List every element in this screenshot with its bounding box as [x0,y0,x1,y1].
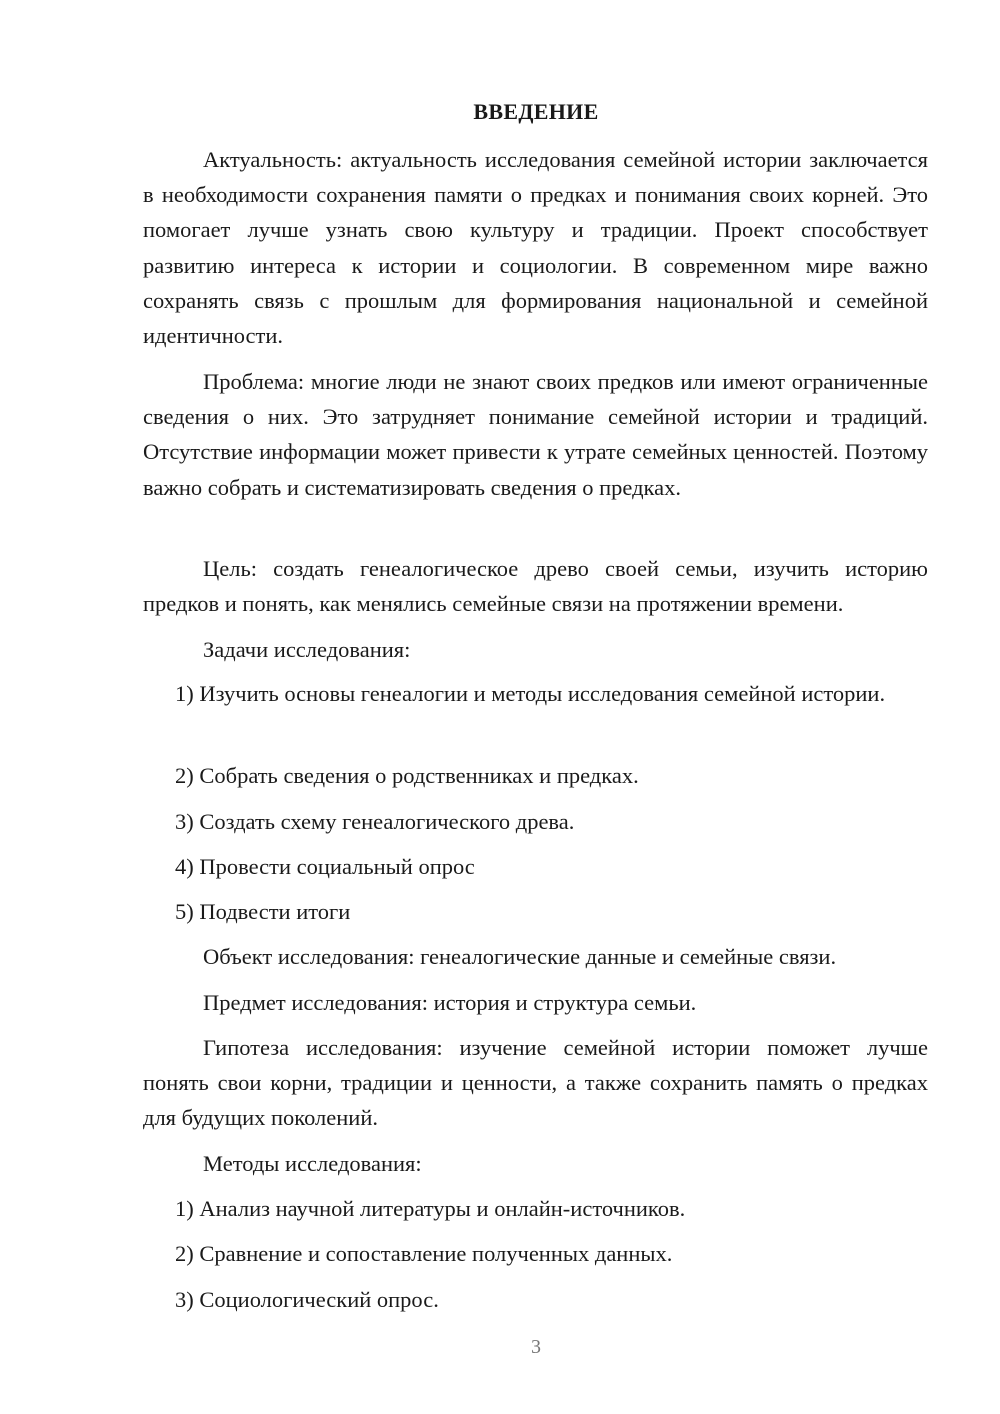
page-number: 3 [531,1336,541,1358]
hypothesis-paragraph: Гипотеза исследования: изучение семейной истории поможет лучше понять свои корни, традиции и ценности, а также сохранить память о предках для будущих поколений. [143,1035,928,1131]
tasks-heading: Задачи исследования: [203,637,411,662]
task-item-5: 5) Подвести итоги [175,899,351,924]
relevance-paragraph: Актуальность: актуальность исследования семейной истории заключается в необходимости сохранения памяти о предках и понимания своих корней. Это помогает лучше узнать свою культуру и традиции. Проект способствует развитию интереса к истории и социологии. В современном мире важно сохранять связь с прошлым для формирования национальной и семейной идентичности. [143,147,928,349]
task-item-2: 2) Собрать сведения о родственниках и предках. [175,763,639,788]
method-item-3: 3) Социологический опрос. [175,1287,439,1312]
problem-paragraph: Проблема: многие люди не знают своих предков или имеют ограниченные сведения о них. Это затрудняет понимание семейной истории и традиций. Отсутствие информации может привести к утрате семейных ценностей. Поэтому важно собрать и систематизировать сведения о предках. [143,369,928,500]
object-line: Объект исследования: генеалогические данные и семейные связи. [203,944,837,969]
task-item-3: 3) Создать схему генеалогического древа. [175,809,575,834]
page-title: ВВЕДЕНИЕ [473,99,599,124]
task-item-1: 1) Изучить основы генеалогии и методы исследования семейной истории. [175,681,886,706]
method-item-1: 1) Анализ научной литературы и онлайн-источников. [175,1196,686,1221]
methods-heading: Методы исследования: [203,1151,422,1176]
method-item-2: 2) Сравнение и сопоставление полученных данных. [175,1241,673,1266]
task-item-4: 4) Провести социальный опрос [175,854,475,879]
goal-paragraph: Цель: создать генеалогическое древо своей семьи, изучить историю предков и понять, как менялись семейные связи на протяжении времени. [143,556,928,617]
subject-line: Предмет исследования: история и структура семьи. [203,990,697,1015]
